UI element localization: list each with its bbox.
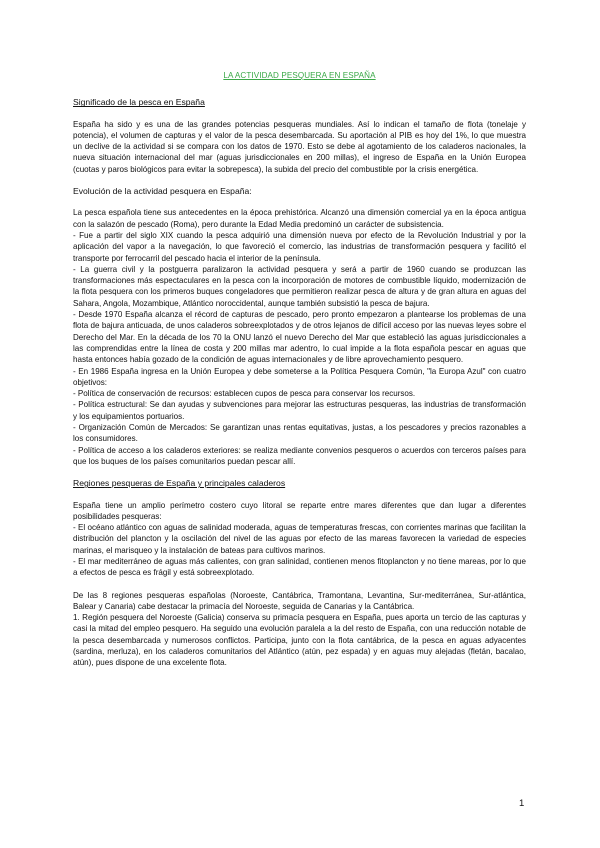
section-heading-evolucion: Evolución de la actividad pesquera en España: — [73, 186, 252, 197]
paragraph: - La guerra civil y la postguerra paralizaron la actividad pesquera y será a partir de 1960 cuando se produzcan las transformaciones más espectaculares en la pesca con la incorporación de motores de combustible líquido, modernización de la flota pesquera con los primeros buques congeladores que permitieron realizar pesca de altura y de gran altura en aguas del Sahara, Angola, Mozambique, Atlántico noroccidental, aunque también subsistió la pesca de bajura. — [73, 264, 526, 308]
paragraph: - Política estructural: Se dan ayudas y subvenciones para mejorar las estructuras pesqueras, las industrias de transformación y los equipamientos portuarios. — [73, 400, 526, 421]
paragraph: - Política de conservación de recursos: establecen cupos de pesca para conservar los recursos. — [73, 389, 416, 399]
document-title: LA ACTIVIDAD PESQUERA EN ESPAÑA — [223, 71, 376, 80]
paragraph: - El mar mediterráneo de aguas más calientes, con gran salinidad, contienen menos fitoplancton y no tiene mareas, por lo que a efectos de pesca es frágil y está sobreexplotado. — [73, 556, 526, 578]
document-body — [73, 70, 526, 669]
paragraph: España ha sido y es una de las grandes potencias pesqueras mundiales. Así lo indican el tamaño de flota (tonelaje y potencia), el volumen de capturas y el valor de la pesca desembarcada. Su aportación al PIB es hoy del 1%, lo que muestra un declive de la actividad si se compara con los datos de 1970. Esto se debe al agotamiento de los caladeros nacionales, la nueva situación internacional del mar (aguas jurisdiccionales en 200 millas), el ingreso de España en la Unión Europea (cuotas y paros biológicos para evitar la sobrepesca), la subida del precio del combustible por la crisis energética. — [73, 119, 526, 174]
page-number: 1 — [519, 798, 525, 809]
paragraph: - Fue a partir del siglo XIX cuando la pesca adquirió una dimensión nueva por efecto de la Revolución Industrial y por la aplicación del vapor a la navegación, lo que favoreció el comercio, las industrias de transformación pesquera y facilitó el transporte por ferrocarril del pescado hacia el interior de la península. — [73, 230, 526, 263]
section-heading-regiones: Regiones pesqueras de España y principales caladeros — [73, 478, 286, 489]
paragraph: - Desde 1970 España alcanza el récord de capturas de pescado, pero pronto empezaron a plantearse los problemas de una flota de bajura anticuada, de unos caladeros sobreexplotados y de otros lejanos de difícil acceso por las nuevas leyes sobre el Derecho del Mar. En la década de los 70 la ONU lanzó el nuevo Derecho del Mar que estableció las aguas jurisdiccionales a las comprendidas entre la línea de costa y 200 millas mar adentro, lo cual impide a la flota española pescar en aguas que hasta entonces había gozado de la condición de aguas internacionales y de libre aprovechamiento pesquero. — [73, 310, 526, 365]
paragraph: La pesca española tiene sus antecedentes en la época prehistórica. Alcanzó una dimensión comercial ya en la época antigua con la salazón de pescado (Roma), pero durante la Edad Media predominó un carácter de subsistencia. — [73, 208, 526, 229]
paragraph: De las 8 regiones pesqueras españolas (Noroeste, Cantábrica, Tramontana, Levantina, Sur-mediterránea, Sur-atlántica, Balear y Canaria) cabe destacar la primacía del Noroeste, seguida de Canarias y la Cantábrica. — [73, 590, 526, 611]
paragraph: España tiene un amplio perímetro costero cuyo litoral se reparte entre mares diferentes que dan lugar a diferentes posibilidades pesqueras: — [73, 500, 526, 521]
paragraph: - Política de acceso a los caladeros exteriores: se realiza mediante convenios pesqueros o acuerdos con terceros países para que los buques de los países comunitarios puedan pescar allí. — [73, 445, 526, 466]
paragraph: - En 1986 España ingresa en la Unión Europea y debe someterse a la Política Pesquera Común, "la Europa Azul" con cuatro objetivos: — [73, 366, 526, 387]
section-heading-significado: Significado de la pesca en España — [73, 97, 205, 108]
paragraph: - Organización Común de Mercados: Se garantizan unas rentas equitativas, justas, a los pescadores y precios razonables a los consumidores. — [73, 423, 526, 444]
paragraph: - El océano atlántico con aguas de salinidad moderada, aguas de temperaturas frescas, con corrientes marinas que facilitan la distribución del plancton y la oscilación del nivel de las aguas por efecto de las mareas favorecen la variedad de especies marinas, el marisqueo y la instalación de bateas para cultivos marinos. — [73, 523, 526, 555]
paragraph: 1. Región pesquera del Noroeste (Galicia) conserva su primacía pesquera en España, pues aporta un tercio de las capturas y casi la mitad del empleo pesquero. Ha seguido una evolución paralela a la del resto de España, con una reducción notable de la pesca desembarcada y numerosos conflictos. Participa, junto con la flota cantábrica, de la pesca en aguas adyacentes (sardina, merluza), en los caladeros comunitarios del Atlántico (atún, pez espada) y en aguas muy alejadas (fletán, bacalao, atún), pues dispone de una excelente flota. — [73, 613, 526, 668]
